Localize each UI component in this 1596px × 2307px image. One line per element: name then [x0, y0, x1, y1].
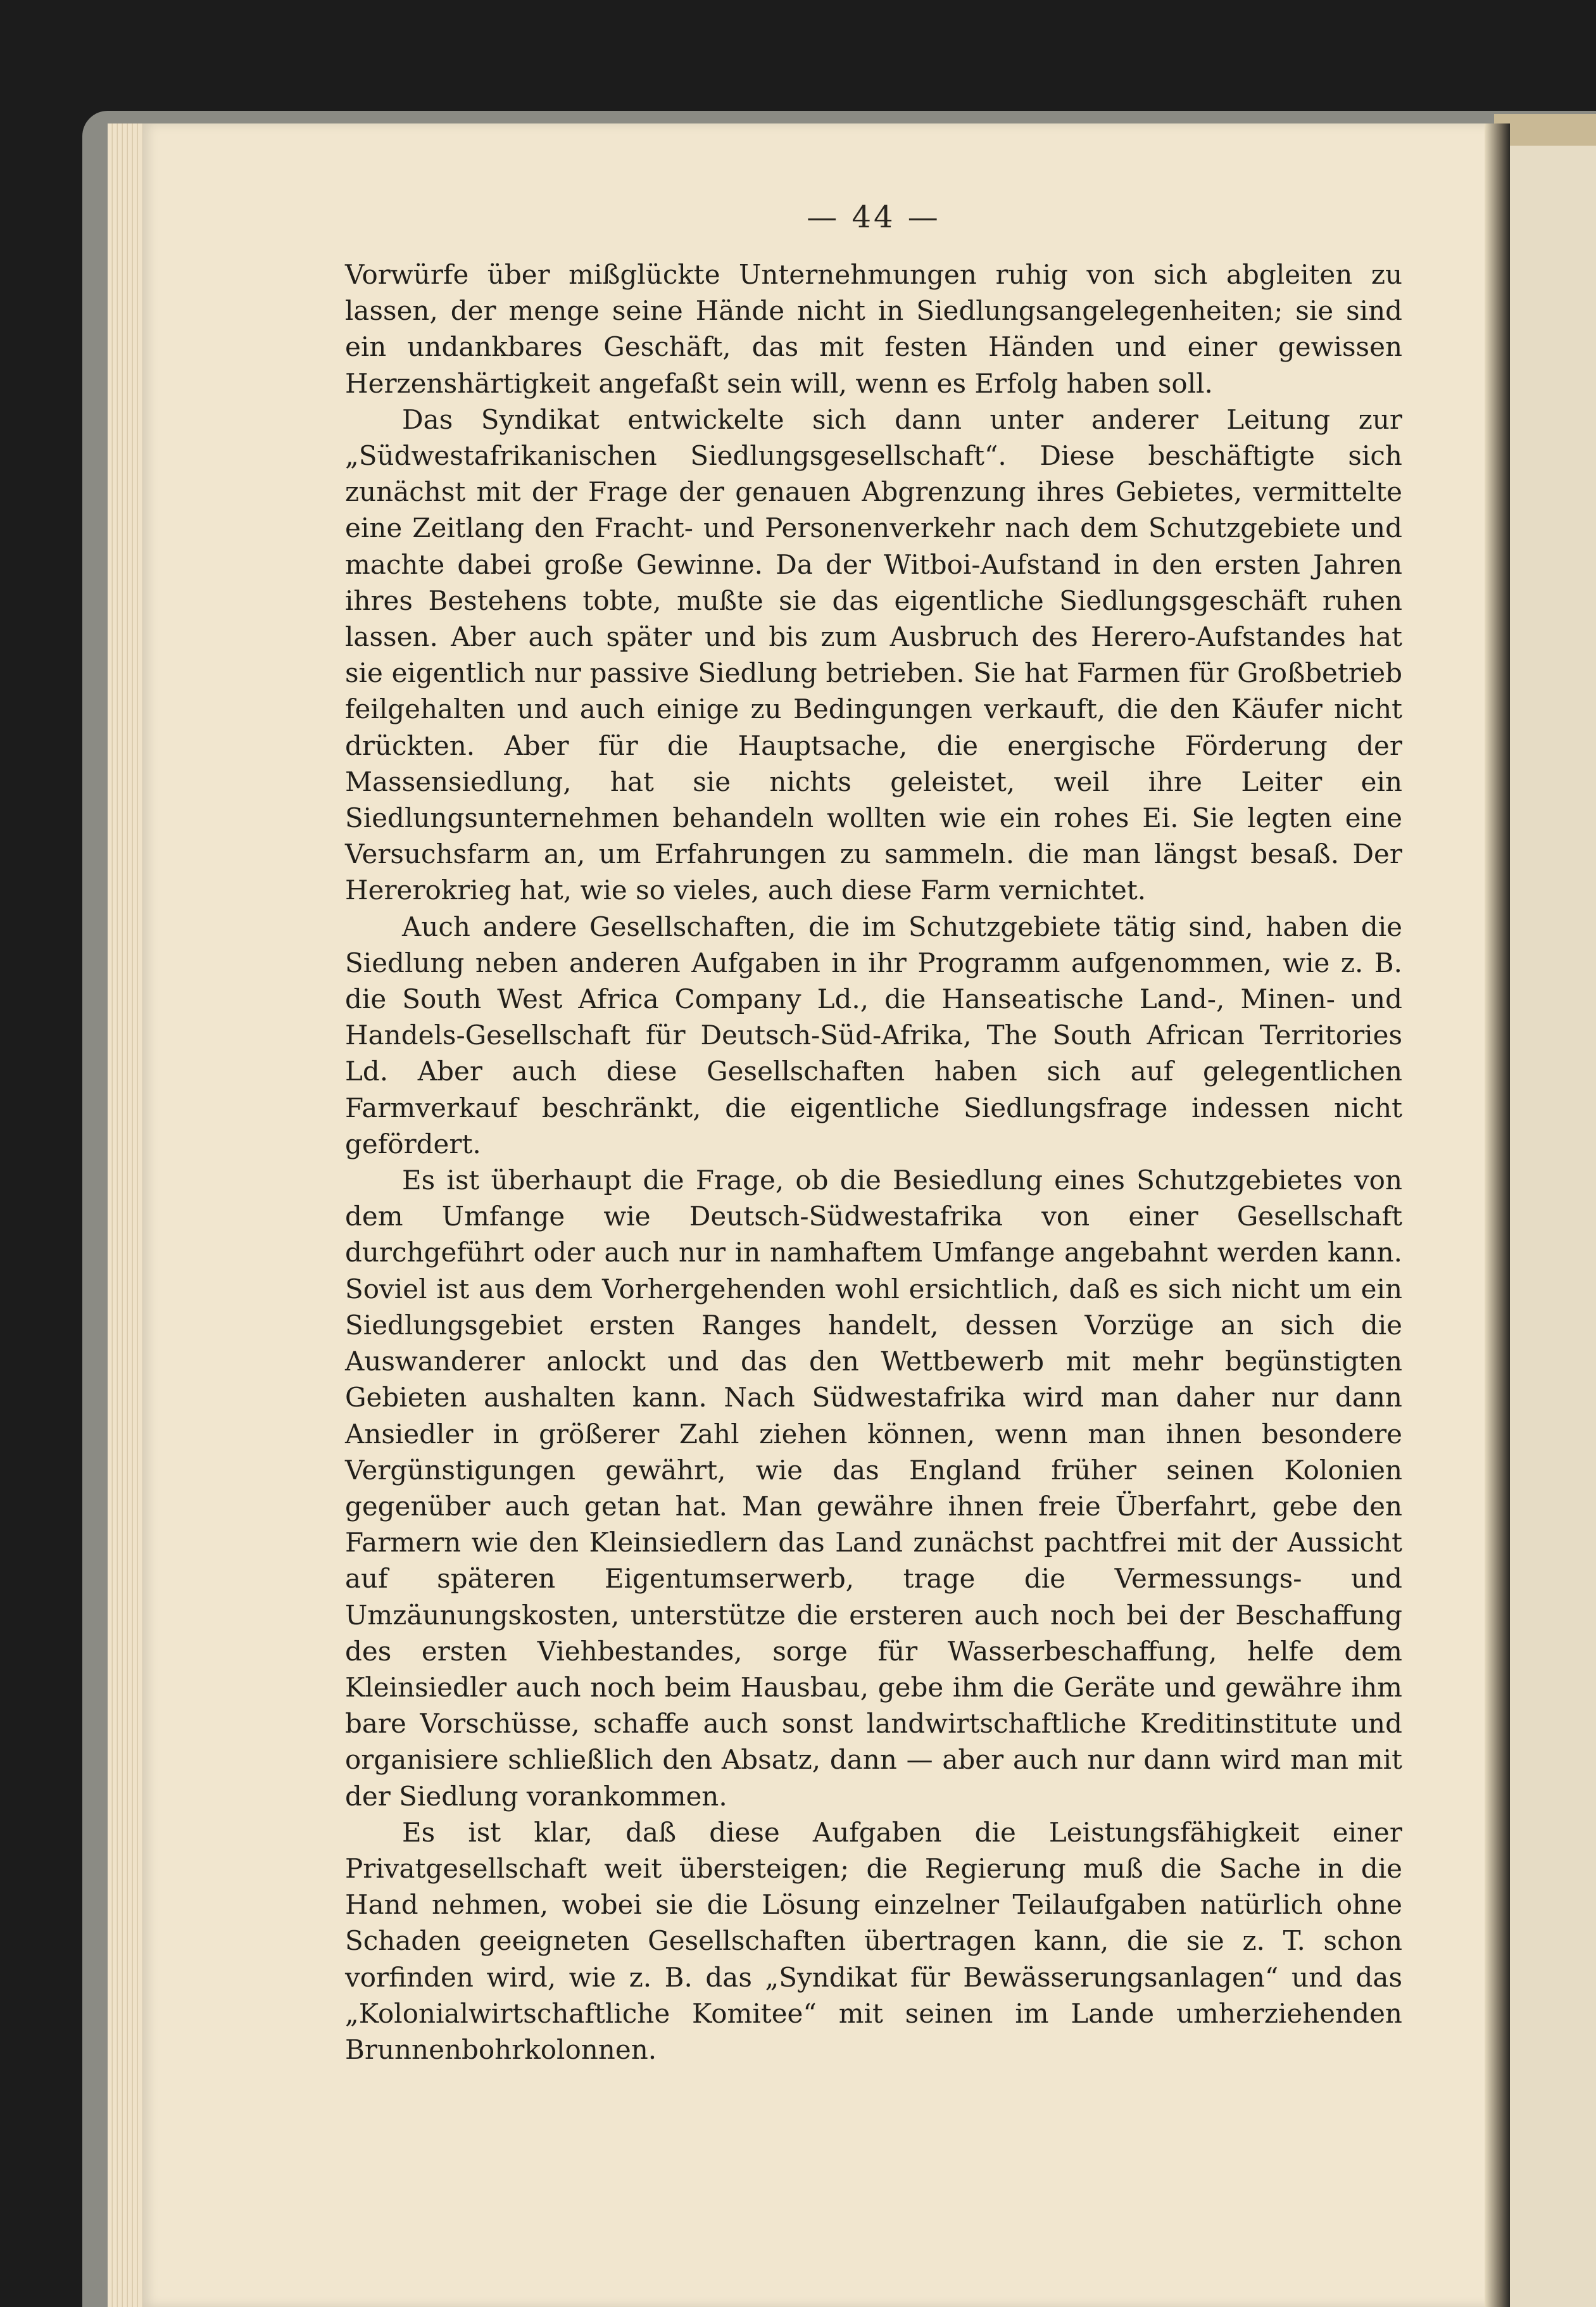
facing-page — [1510, 146, 1596, 2307]
paragraph-3: Auch andere Gesellschaften, die im Schutzgebiete tätig sind, haben die Siedlung neben anderen Aufgaben in ihr Programm aufgenommen, wie z. B. die South West Africa Company Ld., die Hanseatische Land-, Minen- und Handels-Gesellschaft für Deutsch-Süd-Afrika, The South African Territories Ld. Aber auch diese Gesellschaften haben sich auf gelegentlichen Farmverkauf beschränkt, die eigentliche Siedlungsfrage indessen nicht gefördert. — [345, 911, 1402, 1160]
paragraph-1: Vorwürfe über mißglückte Unternehmungen ruhig von sich abgleiten zu lassen, der menge seine Hände nicht in Siedlungsangelegenheiten; sie sind ein undankbares Geschäft, das mit festen Händen und einer gewissen Herzenshärtigkeit angefaßt sein will, wenn es Erfolg haben soll. — [345, 259, 1402, 399]
page-number: — 44 — — [807, 199, 941, 235]
page-body — [345, 256, 1402, 2068]
paragraph-4: Es ist überhaupt die Frage, ob die Besiedlung eines Schutzgebietes von dem Umfange wie Deutsch-Südwestafrika von einer Gesellschaft durchgeführt oder auch nur in namhaftem Umfange angebahnt werden kann. Soviel ist aus dem Vorhergehenden wohl ersichtlich, daß es sich nicht um ein Siedlungsgebiet ersten Ranges handelt, dessen Vorzüge an sich die Auswanderer anlockt und das den Wettbewerb mit mehr begünstigten Gebieten aushalten kann. Nach Südwestafrika wird man daher nur dann Ansiedler in größerer Zahl ziehen können, wenn man ihnen besondere Vergünstigungen gewährt, wie das England früher seinen Kolonien gegenüber auch getan hat. Man gewähre ihnen freie Überfahrt, gebe den Farmern wie den Kleinsiedlern das Land zunächst pachtfrei mit der Aussicht auf späteren Eigentumserwerb, trage die Vermessungs- und Umzäunungskosten, unterstütze die ersteren auch noch bei der Beschaffung des ersten Viehbestandes, sorge für Wasserbeschaffung, helfe dem Kleinsiedler auch noch beim Hausbau, gebe ihm die Geräte und gewähre ihm bare Vorschüsse, schaffe auch sonst landwirtschaftliche Kreditinstitute und organisiere schließlich den Absatz, dann — aber auch nur dann wird man mit der Siedlung vorankommen. — [345, 1165, 1402, 1812]
paragraph-2: Das Syndikat entwickelte sich dann unter anderer Leitung zur „Südwestafrikanischen Siedlungsgesellschaft“. Diese beschäftigte sich zunächst mit der Frage der genauen Abgrenzung ihres Gebietes, vermittelte eine Zeitlang den Fracht- und Personenverkehr nach dem Schutzgebiete und machte dabei große Gewinne. Da der Witboi-Aufstand in den ersten Jahren ihres Bestehens tobte, mußte sie das eigentliche Siedlungsgeschäft ruhen lassen. Aber auch später und bis zum Ausbruch des Herero-Aufstandes hat sie eigentlich nur passive Siedlung betrieben. Sie hat Farmen für Großbetrieb feilgehalten und auch einige zu Bedingungen verkauft, die den Käufer nicht drückten. Aber für die Hauptsache, die energische Förderung der Massensiedlung, hat sie nichts geleistet, weil ihre Leiter ein Siedlungsunternehmen behandeln wollten wie ein rohes Ei. Sie legten eine Versuchsfarm an, um Erfahrungen zu sammeln. die man längst besaß. Der Hererokrieg hat, wie so vieles, auch diese Farm vernichtet. — [345, 403, 1402, 906]
book-gutter — [1485, 123, 1510, 2307]
paragraph-5: Es ist klar, daß diese Aufgaben die Leistungsfähigkeit einer Privatgesellschaft weit übersteigen; die Regierung muß die Sache in die Hand nehmen, wobei sie die Lösung einzelner Teilaufgaben natürlich ohne Schaden geeigneten Gesellschaften übertragen kann, die sie z. T. schon vorfinden wird, wie z. B. das „Syndikat für Bewässerungsanlagen“ und das „Kolonialwirtschaftliche Komitee“ mit seinen im Lande umherziehenden Brunnenbohrkolonnen. — [345, 1816, 1402, 2065]
